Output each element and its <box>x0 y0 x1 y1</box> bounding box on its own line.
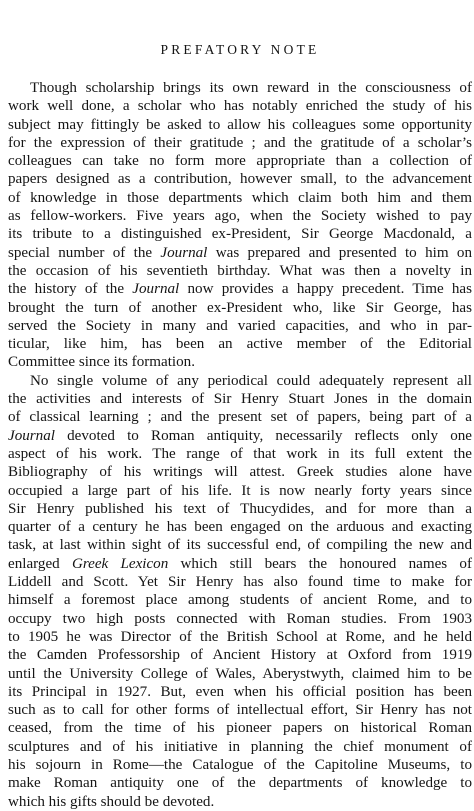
text-line: sculptures and of his initiative in planning the chief monument of <box>8 738 472 755</box>
text-line: its tribute to a distinguished ex-President, Sir George Macdonald, a <box>8 226 472 243</box>
text-line: of knowledge in those departments which claim both him and them <box>8 189 472 206</box>
text-line: for the expression of their gratitude ; and the gratitude of a scholar’s <box>8 134 472 151</box>
document-page <box>8 42 472 811</box>
text-line: work well done, a scholar who has notably enriched the study of his <box>8 98 472 115</box>
text-line: Journal devoted to Roman antiquity, necessarily reflects only one <box>8 427 472 444</box>
text-line: served the Society in many and varied capacities, and who in par- <box>8 317 472 334</box>
text-line: Bibliography of his writings will attest. Greek studies alone have <box>8 464 472 481</box>
text-line: of classical learning ; and the present set of papers, being part of a <box>8 409 472 426</box>
text-line: which his gifts should be devoted. <box>8 793 215 810</box>
text-line: colleagues can take no form more appropriate than a collection of <box>8 153 472 170</box>
text-line: his sojourn in Rome—the Catalogue of the Capitoline Museums, to <box>8 756 472 773</box>
text-line: brought the turn of another ex-President who, like Sir George, has <box>8 299 472 316</box>
text-line: until the University College of Wales, Aberystwyth, claimed him to be <box>8 665 472 682</box>
text-line: the history of the Journal now provides a happy precedent. Time has <box>8 281 472 298</box>
text-line: make Roman antiquity one of the departments of knowledge to <box>8 775 472 792</box>
text-line: the activities and interests of Sir Henry Stuart Jones in the domain <box>8 391 472 408</box>
text-line: enlarged Greek Lexicon which still bears the honoured names of <box>8 555 472 572</box>
text-line: special number of the Journal was prepared and presented to him on <box>8 244 472 261</box>
text-line: No single volume of any periodical could adequately represent all <box>30 372 472 389</box>
text-line: quarter of a century he has been engaged on the arduous and exacting <box>8 519 472 536</box>
page-heading: PREFATORY NOTE <box>160 42 320 57</box>
text-line: to 1905 he was Director of the British School at Rome, and he held <box>8 628 472 645</box>
text-line: subject may fittingly be asked to allow his colleagues some opportunity <box>8 116 472 133</box>
text-line: himself a foremost place among students of ancient Rome, and to <box>8 592 472 609</box>
text-line: the occasion of his seventieth birthday. What was then a novelty in <box>8 262 472 279</box>
text-line: aspect of his work. The range of that work in its full extent the <box>8 445 472 462</box>
text-line: ceased, from the time of his pioneer papers on historical Roman <box>8 720 472 737</box>
text-line: papers designed as a contribution, however small, to the advancement <box>8 171 472 188</box>
text-line: occupy two high posts connected with Roman studies. From 1903 <box>8 610 472 627</box>
text-line: as fellow-workers. Five years ago, when the Society wished to pay <box>8 208 472 225</box>
text-line: the Camden Professorship of Ancient History at Oxford from 1919 <box>8 647 472 664</box>
text-line: such as to call for other forms of intellectual effort, Sir Henry has not <box>8 702 472 719</box>
text-line: ticular, like him, has been an active member of the Editorial <box>8 336 472 353</box>
paragraph-1 <box>8 79 472 372</box>
text-line: Though scholarship brings its own reward in the consciousness of <box>30 80 472 96</box>
text-line: Liddell and Scott. Yet Sir Henry has also found time to make for <box>8 574 472 591</box>
text-line: task, at last within sight of its successful end, of compiling the new and <box>8 537 472 554</box>
paragraph-2 <box>8 372 472 811</box>
text-line: occupied a large part of his life. It is now nearly forty years since <box>8 482 472 499</box>
text-line: Committee since its formation. <box>8 354 195 371</box>
text-line: its Principal in 1927. But, even when his official position has been <box>8 683 472 700</box>
text-line: Sir Henry published his text of Thucydides, and for more than a <box>8 500 472 517</box>
